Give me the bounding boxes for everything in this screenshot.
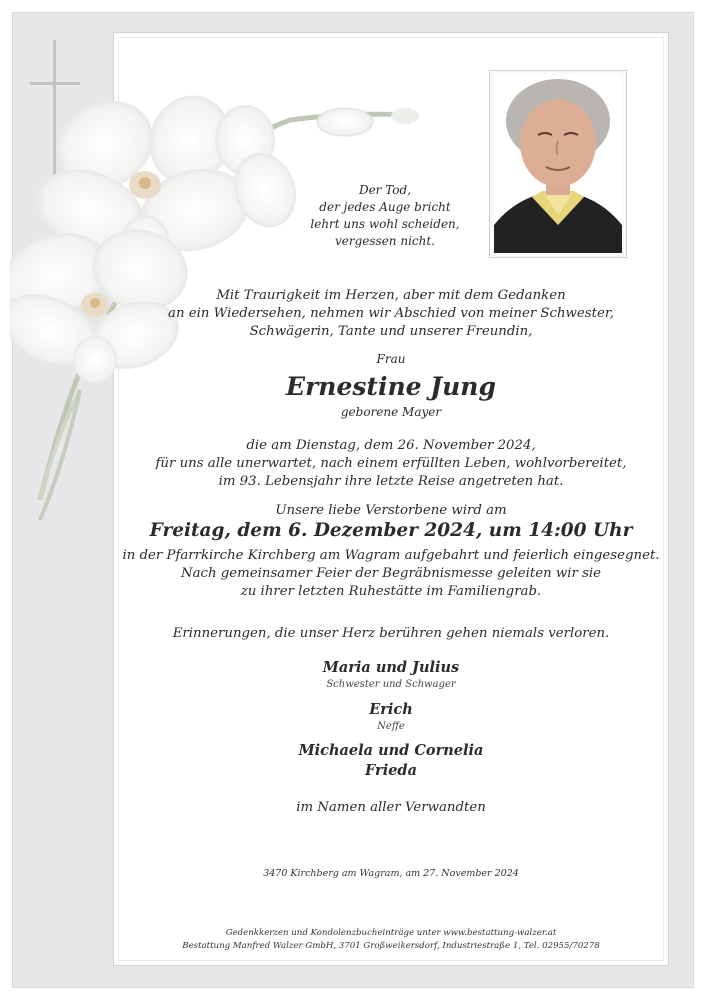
intro-text — [118, 287, 664, 341]
death-info-line: die am Dienstag, dem 26. November 2024, — [246, 438, 536, 453]
salutation: Frau — [376, 352, 406, 366]
death-info — [118, 437, 664, 491]
poem-line: vergessen nicht. — [334, 234, 435, 248]
mourner-name: Michaela und Cornelia — [298, 742, 484, 759]
place-date: 3470 Kirchberg am Wagram, am 27. November 2024 — [263, 868, 519, 879]
portrait-photo — [489, 70, 627, 258]
footer-line: Gedenkkerzen und Kondolenzbucheinträge unter www.bestattung-walzer.at — [225, 928, 557, 938]
poem — [290, 182, 480, 250]
event-datetime: Freitag, dem 6. Dezember 2024, um 14:00 Uhr — [149, 520, 633, 541]
ceremony-line: in der Pfarrkirche Kirchberg am Wagram aufgebahrt und feierlich eingesegnet. — [122, 548, 660, 563]
ceremony-line: Nach gemeinsamer Feier der Begräbnismesse geleiten wir sie — [180, 566, 602, 581]
death-info-line: im 93. Lebensjahr ihre letzte Reise angetreten hat. — [218, 474, 564, 489]
ceremony-line: zu ihrer letzten Ruhestätte im Familiengrab. — [240, 584, 542, 599]
announcement: Unsere liebe Verstorbene wird am — [275, 503, 507, 518]
memorial-quote: Erinnerungen, die unser Herz berühren gehen niemals verloren. — [172, 626, 610, 641]
mourner-relation: Neffe — [377, 721, 405, 732]
intro-line: an ein Wiedersehen, nehmen wir Abschied von meiner Schwester, — [168, 306, 614, 321]
intro-line: Schwägerin, Tante und unserer Freundin, — [249, 324, 533, 339]
mourner-name: Frieda — [365, 762, 417, 779]
poem-line: lehrt uns wohl scheiden, — [310, 217, 460, 231]
mourner-name: Maria und Julius — [322, 659, 460, 676]
death-info-line: für uns alle unerwartet, nach einem erfüllten Leben, wohlvorbereitet, — [155, 456, 627, 471]
deceased-name: Ernestine Jung — [286, 372, 496, 401]
maiden-name: geborene Mayer — [340, 405, 442, 419]
ceremony-text — [118, 547, 664, 601]
mourner-relation: Schwester und Schwager — [326, 679, 456, 690]
poem-line: der jedes Auge bricht — [319, 200, 451, 214]
closing-text: im Namen aller Verwandten — [296, 800, 486, 815]
mourner-name: Erich — [369, 701, 413, 718]
intro-line: Mit Traurigkeit im Herzen, aber mit dem Gedanken — [216, 288, 566, 303]
poem-line: Der Tod, — [358, 183, 412, 197]
portrait-image — [494, 75, 622, 253]
footer-line: Bestattung Manfred Walzer GmbH, 3701 Großweikersdorf, Industriestraße 1, Tel. 02955/70278 — [182, 941, 600, 951]
